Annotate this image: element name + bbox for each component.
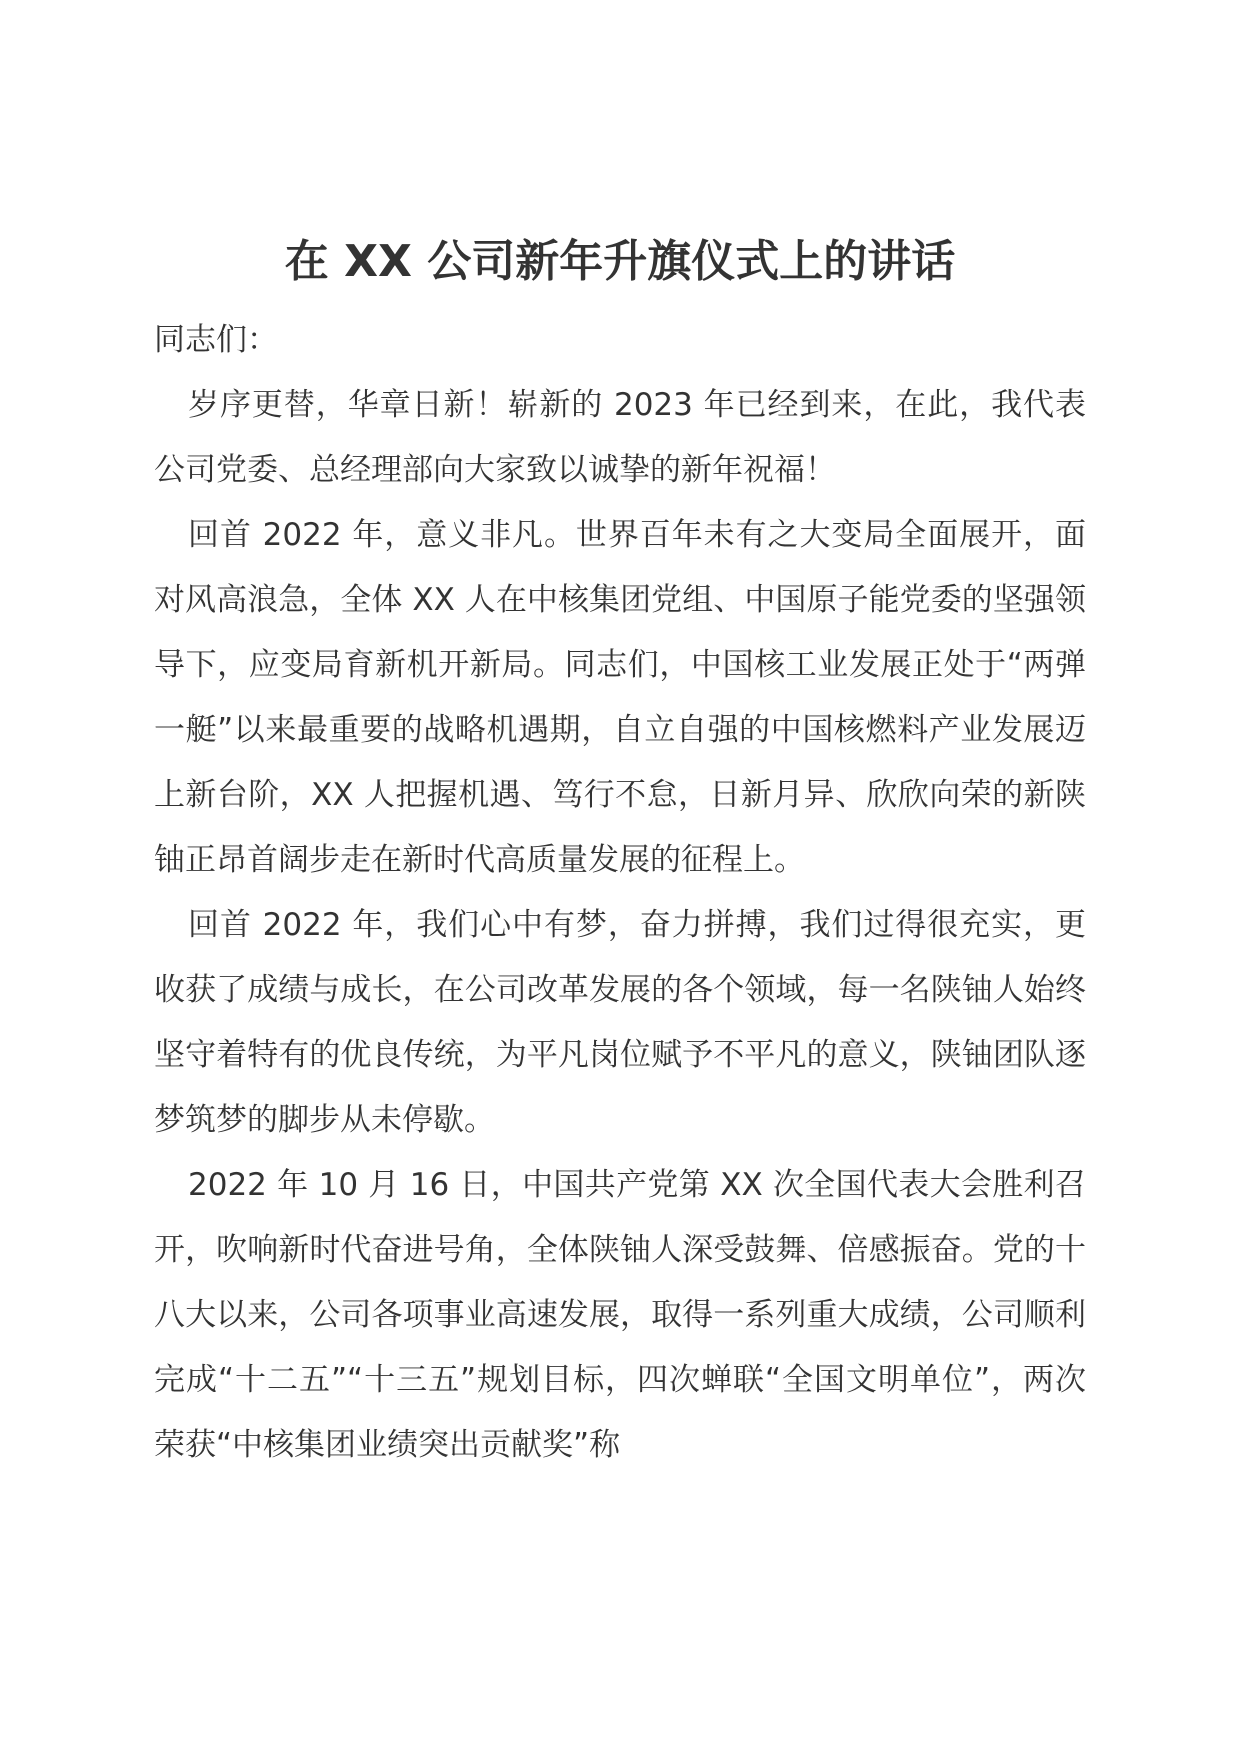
paragraph-1: 岁序更替，华章日新！崭新的 2023 年已经到来，在此，我代表公司党委、总经理部向大家致以诚挚的新年祝福！ xyxy=(154,387,1086,488)
paragraph-4: 2022 年 10 月 16 日，中国共产党第 XX 次全国代表大会胜利召开，吹响新时代奋进号角，全体陕铀人深受鼓舞、倍感振奋。党的十八大以来，公司各项事业高速发展，取得一系列重大成绩，公司顺利完成“十二五”“十三五”规划目标，四次蝉联“全国文明单位”，两次荣获“中核集团业绩突出贡献奖”称 xyxy=(154,1167,1086,1463)
document-body xyxy=(154,308,1086,1478)
page-title: 在 XX 公司新年升旗仪式上的讲话 xyxy=(284,236,956,287)
paragraph-2: 回首 2022 年，意义非凡。世界百年未有之大变局全面展开，面对风高浪急，全体 XX 人在中核集团党组、中国原子能党委的坚强领导下，应变局育新机开新局。同志们，中国核工业发展正处于“两弹一艇”以来最重要的战略机遇期，自立自强的中国核燃料产业发展迈上新台阶，XX 人把握机遇、笃行不怠，日新月异、欣欣向荣的新陕铀正昂首阔步走在新时代高质量发展的征程上。 xyxy=(154,517,1086,878)
salutation: 同志们： xyxy=(154,322,278,358)
paragraph-3: 回首 2022 年，我们心中有梦，奋力拼搏，我们过得很充实，更收获了成绩与成长，在公司改革发展的各个领域，每一名陕铀人始终坚守着特有的优良传统，为平凡岗位赋予不平凡的意义，陕铀团队逐梦筑梦的脚步从未停歇。 xyxy=(154,907,1086,1138)
